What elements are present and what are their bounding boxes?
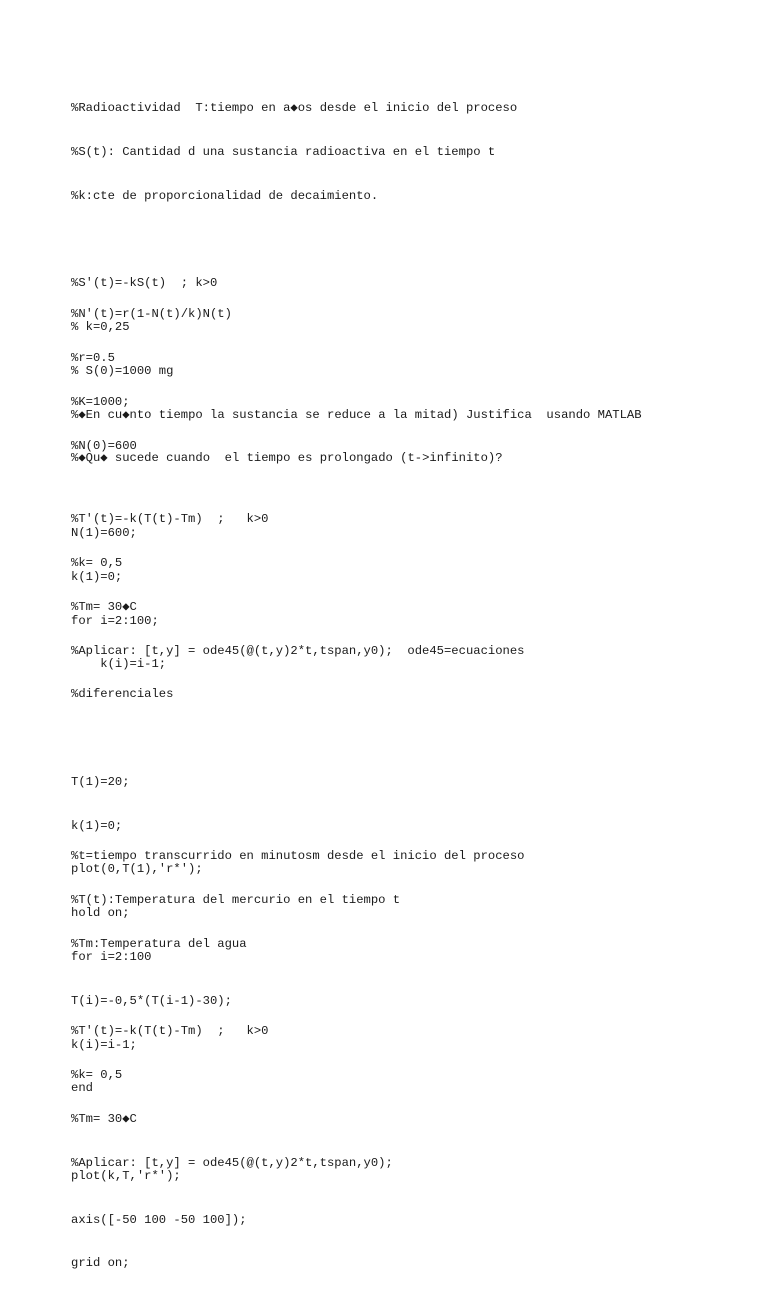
code-line — [71, 233, 642, 248]
code-line: %k:cte de proporcionalidad de decaimiento. — [71, 188, 379, 203]
code-line: %Tm= 30◆C — [71, 599, 137, 614]
code-line: %S'(t)=-kS(t) ; k>0 — [71, 276, 218, 291]
code-line: %N(0)=600 — [71, 438, 137, 453]
code-line: plot(0,T(1),'r*'); — [71, 862, 203, 877]
code-line: %Aplicar: [t,y] = ode45(@(t,y)2*t,tspan,y0); ode45=ecuaciones — [71, 643, 525, 658]
code-line: %T'(t)=-k(T(t)-Tm) ; k>0 — [71, 1024, 269, 1039]
code-line: hold on; — [71, 906, 130, 921]
code-line: %S(t): Cantidad d una sustancia radioactiva en el tiempo t — [71, 144, 496, 159]
code-line — [71, 731, 524, 746]
code-line: k(1)=0; — [71, 569, 123, 584]
code-line: T(1)=20; — [71, 774, 130, 789]
code-line: %T'(t)=-k(T(t)-Tm) ; k>0 — [71, 512, 269, 527]
code-line: %Radioactividad T:tiempo en a◆os desde el inicio del proceso — [71, 101, 518, 116]
code-line: k(1)=0; — [71, 818, 123, 833]
code-line: plot(k,T,'r*'); — [71, 1168, 181, 1183]
code-line: %k= 0,5 — [71, 555, 123, 570]
code-line: %t=tiempo transcurrido en minutosm desde el inicio del proceso — [71, 849, 525, 864]
code-line: for i=2:100 — [71, 950, 152, 964]
code-line: k(i)=i-1; — [71, 657, 167, 672]
code-line: %K=1000; — [71, 394, 130, 409]
code-line: %◆En cu◆nto tiempo la sustancia se reduce a la mitad) Justifica usando MATLAB — [71, 407, 642, 422]
code-line: %r=0.5 — [71, 350, 115, 365]
code-line: %Tm:Temperatura del agua — [71, 936, 247, 951]
code-line: %N'(t)=r(1-N(t)/k)N(t) — [71, 307, 232, 322]
code-line: %diferenciales — [71, 687, 174, 702]
code-line: %k= 0,5 — [71, 1068, 123, 1083]
code-line: end — [71, 1081, 93, 1096]
code-line — [71, 981, 524, 996]
code-line: T(i)=-0,5*(T(i-1)-30); — [71, 993, 232, 1008]
code-line: %Tm= 30◆C — [71, 1111, 137, 1126]
code-line: axis([-50 100 -50 100]); — [71, 1212, 247, 1227]
code-line: %T(t):Temperatura del mercurio en el tiempo t — [71, 892, 401, 907]
code-line: % k=0,25 — [71, 320, 130, 335]
code-line: N(1)=600; — [71, 526, 137, 541]
code-line: grid on; — [71, 1256, 130, 1271]
code-line: k(i)=i-1; — [71, 1037, 137, 1052]
code-line: %◆Qu◆ sucede cuando el tiempo es prolongado (t->infinito)? — [71, 451, 503, 466]
code-line: for i=2:100; — [71, 613, 159, 628]
code-line: % S(0)=1000 mg — [71, 363, 174, 378]
code-block-mercury-temperature — [71, 820, 524, 1199]
code-line: %Aplicar: [t,y] = ode45(@(t,y)2*t,tspan,y0); — [71, 1155, 393, 1170]
